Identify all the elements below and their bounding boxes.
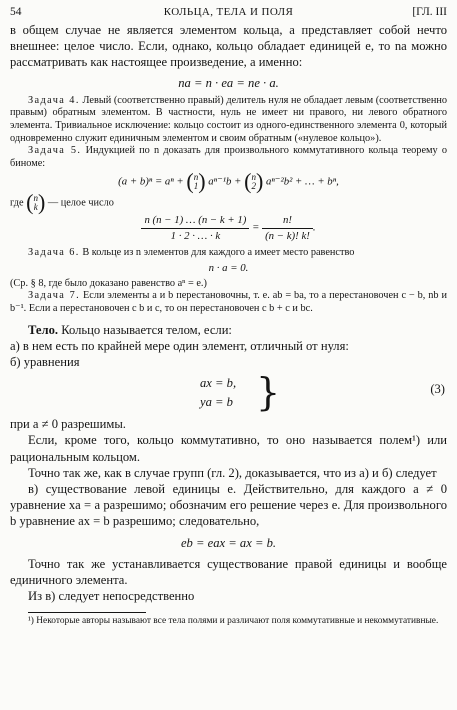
equals-sign: =	[252, 221, 260, 234]
frac-product: $\frac{n (n - 1) \dots (n - k + 1)}{1 \cdot 2 \cdot \dots \cdot k}$	[141, 214, 249, 242]
binom-coef-2: n 2	[251, 172, 256, 192]
definition-skew-field	[10, 322, 447, 338]
paragraph-left-unit: в) существование левой единицы e. Действительно, для каждого a ≠ 0 уравнение xa = a разрешимо; обозначим его решение через e. Для произвольного b уравнение ax = b разрешимо; следовательно,	[10, 481, 447, 529]
task-6	[10, 247, 447, 260]
paragraph-groups: Точно так же, как в случае групп (гл. 2), доказывается, что из а) и б) следует	[28, 465, 437, 480]
condition-b: б) уравнения	[10, 354, 80, 369]
condition-a: а) в нем есть по крайней мере один элемент, отличный от нуля:	[10, 338, 349, 353]
paragraph-field: Если, кроме того, кольцо коммутативно, то оно называется полем¹) или рациональным кольцом.	[10, 433, 447, 464]
book-page	[10, 6, 447, 628]
where-suffix: — целое число	[47, 197, 114, 209]
task-7-text: Если элементы a и b перестановочны, т. е. ab = ba, то a перестановочен с − b, nb и b⁻¹. Если a перестановочен с b и c, то он перестановочен с b + c и bc.	[10, 290, 447, 314]
formula-na: na = n · ea = ne · a.	[178, 75, 279, 90]
equation-ax-b: ax = b,	[200, 376, 237, 391]
system-equations	[200, 374, 236, 412]
paragraph-consequence: Из в) следует непосредственно	[28, 589, 195, 604]
definition-text: Кольцо называется телом, если:	[61, 322, 232, 337]
task-4-label: Задача 4.	[28, 94, 80, 106]
task-5-label: Задача 5.	[28, 145, 82, 157]
task-4-text: Левый (соответственно правый) делитель нуля не обладает левым (соответственно правым) обратным элементом. В частности, нуль не имеет ни правого, ни левого обратного элемента. Тривиальное исключение: кольцо состоит из одного-единственного элемента 0, который одновременно служит единичным элементом и своим обратным («нулевое кольцо»).	[10, 94, 447, 144]
formula-na-zero: n · a = 0.	[208, 262, 249, 275]
binom-nk: n k	[33, 193, 38, 213]
running-title: КОЛЬЦА, ТЕЛА И ПОЛЯ	[163, 6, 294, 18]
right-brace: }	[256, 370, 281, 415]
paragraph-intro: в общем случае не является элементом кольца, а представляет собой нечто внешнее: целое число. Если, однако, кольцо обладает единицей e, то na можно рассматривать как настоящее произведение, а именно:	[10, 23, 447, 70]
page-number: 54	[10, 6, 22, 18]
binom-term-1: aⁿ⁻¹b +	[208, 175, 242, 188]
task-6-label: Задача 6.	[28, 246, 80, 258]
task-4	[10, 95, 447, 145]
frac-factorial: $\frac{n!}{(n - k)! k!}$	[262, 214, 313, 242]
binomial-coefficient-formula: $\frac{n (n - 1) \dots (n - k + 1)}{1 \cdot 2 \cdot \dots \cdot k}$ = $\frac{n!}{(n - k)! k!}$ .	[10, 214, 447, 242]
binom-coef-1: n 1	[193, 172, 199, 192]
task-7	[10, 290, 447, 315]
binom-term-2: aⁿ⁻²b² + … + bⁿ,	[265, 175, 339, 188]
equation-ya-b: ya = b	[200, 395, 233, 410]
task-6-text: В кольце из n элементов для каждого a имеет место равенство	[82, 246, 355, 258]
cross-reference: (Ср. § 8, где было доказано равенство aⁿ = e.)	[10, 277, 207, 289]
equation-system	[10, 372, 447, 414]
binom-lhs: (a + b)ⁿ = aⁿ +	[118, 175, 184, 188]
binomial-formula: (a + b)ⁿ = aⁿ + ( n 1 ) aⁿ⁻¹b + ( n 2 ) aⁿ⁻²b² + … + bⁿ,	[118, 169, 339, 195]
task-5-text: Индукцией по n доказать для произвольного коммутативного кольца теорему о биноме:	[10, 145, 447, 169]
solvability-line: при a ≠ 0 разрешимы.	[10, 417, 126, 432]
footnote: ¹) Некоторые авторы называют все тела полями и различают поля коммутативные и некоммутативные.	[28, 616, 439, 627]
equation-number: (3)	[430, 382, 445, 397]
paragraph-right-unit: Точно так же устанавливается существование правой единицы и вообще единичного элемента.	[10, 556, 447, 587]
chapter-label: [ГЛ. III	[412, 6, 447, 18]
task-7-label: Задача 7.	[28, 290, 81, 302]
definition-term: Тело.	[28, 322, 59, 337]
footnote-rule	[28, 612, 146, 613]
where-prefix: где	[10, 197, 24, 209]
where-line: где ( n k ) — целое число	[10, 190, 114, 216]
running-header	[10, 6, 447, 22]
task-5	[10, 145, 447, 170]
formula-eb: eb = eax = ax = b.	[180, 535, 277, 550]
